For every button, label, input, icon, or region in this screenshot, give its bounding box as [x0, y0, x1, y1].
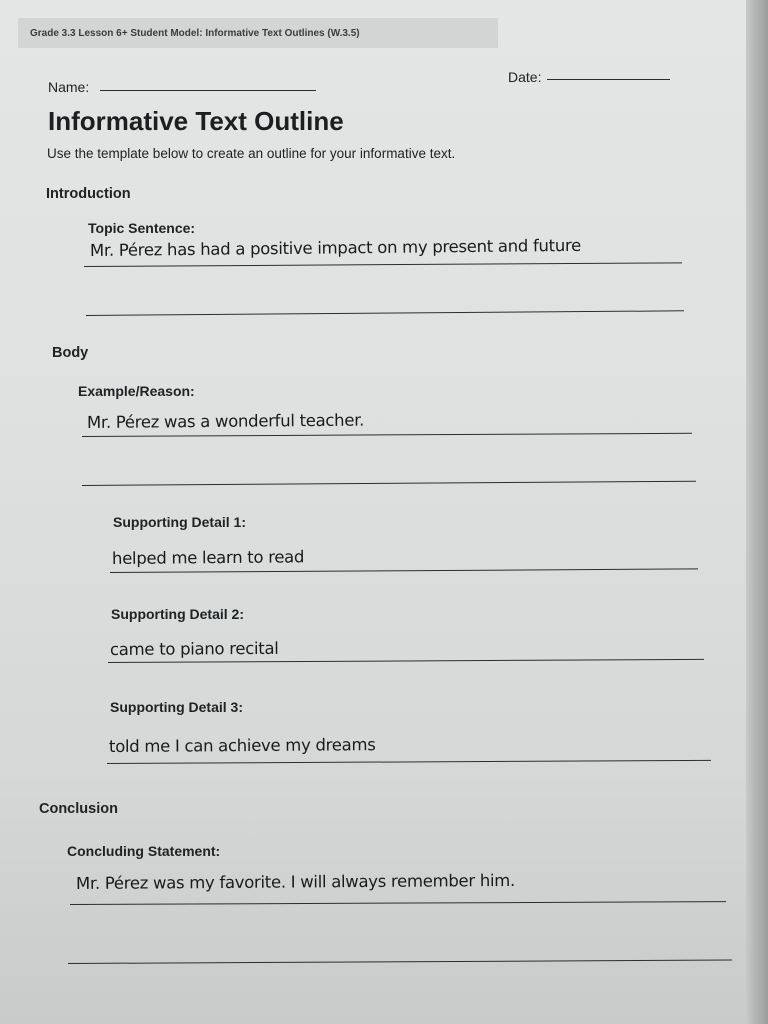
concluding-statement-label: Concluding Statement:: [67, 843, 221, 859]
example-reason-line-1: [82, 433, 692, 437]
header-text: Grade 3.3 Lesson 6+ Student Model: Informative Text Outlines (W.3.5): [30, 28, 360, 39]
topic-sentence-answer[interactable]: Mr. Pérez has had a positive impact on my present and future: [89, 235, 582, 260]
body-heading: Body: [52, 345, 89, 361]
topic-sentence-line-1: [84, 262, 682, 267]
supporting-detail-2-label: Supporting Detail 2:: [111, 606, 244, 622]
topic-sentence-line-2: [86, 310, 684, 316]
page-edge-shadow: [746, 0, 768, 1024]
supporting-detail-3-answer[interactable]: told me I can achieve my dreams: [108, 735, 376, 756]
conclusion-heading: Conclusion: [39, 801, 118, 817]
supporting-detail-2-answer[interactable]: came to piano recital: [109, 638, 279, 659]
supporting-detail-1-line: [110, 568, 698, 573]
supporting-detail-2-line: [108, 659, 704, 663]
topic-sentence-label: Topic Sentence:: [88, 220, 196, 236]
concluding-statement-answer[interactable]: Mr. Pérez was my favorite. I will always remember him.: [75, 870, 516, 893]
name-field-line[interactable]: [100, 90, 316, 91]
page-title: Informative Text Outline: [48, 106, 344, 136]
name-label: Name:: [48, 79, 90, 95]
example-reason-answer[interactable]: Mr. Pérez was a wonderful teacher.: [86, 410, 365, 432]
example-reason-label: Example/Reason:: [78, 383, 195, 399]
concluding-statement-line-2: [68, 960, 732, 964]
date-label: Date:: [508, 69, 542, 85]
example-reason-line-2: [82, 481, 696, 486]
date-field-line[interactable]: [547, 79, 670, 80]
concluding-statement-line-1: [70, 901, 726, 905]
instructions-text: Use the template below to create an outline for your informative text.: [47, 146, 456, 161]
introduction-heading: Introduction: [46, 186, 131, 202]
supporting-detail-3-label: Supporting Detail 3:: [110, 699, 243, 715]
supporting-detail-3-line: [107, 760, 711, 764]
supporting-detail-1-label: Supporting Detail 1:: [113, 514, 246, 530]
supporting-detail-1-answer[interactable]: helped me learn to read: [111, 547, 305, 568]
